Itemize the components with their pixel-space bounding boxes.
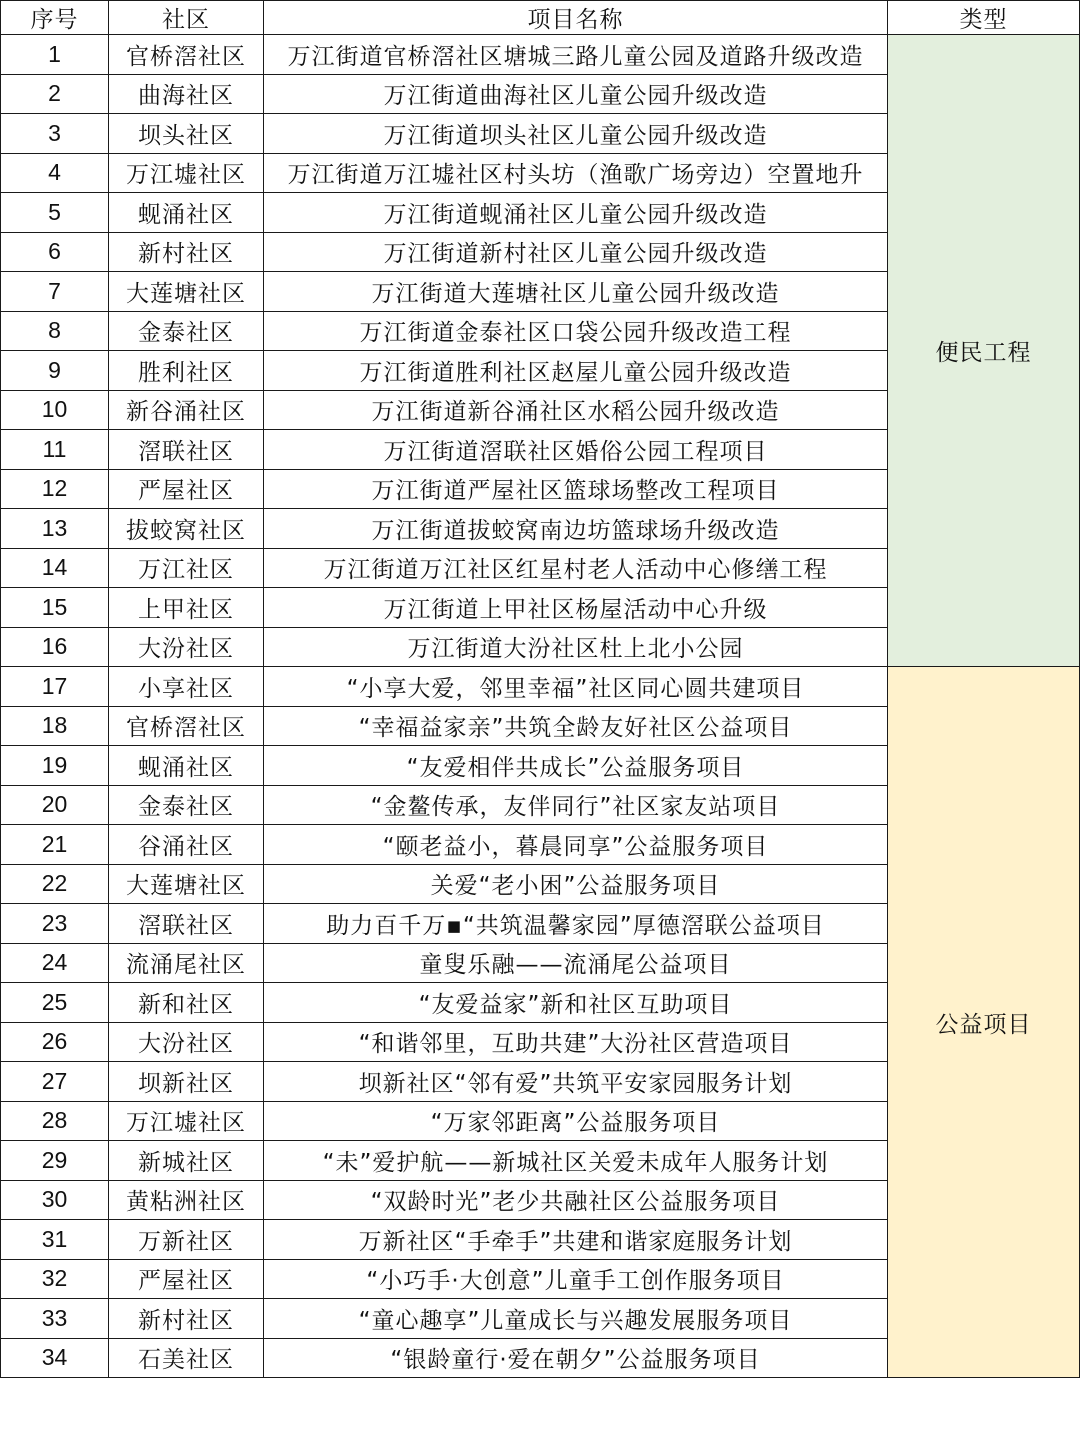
row-index-cell: 16 xyxy=(1,627,109,667)
row-index-cell: 22 xyxy=(1,864,109,904)
row-index-cell: 10 xyxy=(1,390,109,430)
row-index-cell: 34 xyxy=(1,1338,109,1378)
project-name-cell: “银龄童行·爱在朝夕”公益服务项目 xyxy=(264,1338,888,1378)
project-name-cell: 万江街道曲海社区儿童公园升级改造 xyxy=(264,74,888,114)
project-name-cell: 万江街道大莲塘社区儿童公园升级改造 xyxy=(264,272,888,312)
row-index-cell: 13 xyxy=(1,509,109,549)
community-cell: 新城社区 xyxy=(109,1141,264,1181)
community-cell: 新谷涌社区 xyxy=(109,390,264,430)
community-cell: 蚬涌社区 xyxy=(109,746,264,786)
project-name-cell: “颐老益小，暮晨同享”公益服务项目 xyxy=(264,825,888,865)
project-name-cell: 坝新社区“邻有爱”共筑平安家园服务计划 xyxy=(264,1062,888,1102)
community-cell: 谷涌社区 xyxy=(109,825,264,865)
community-cell: 坝头社区 xyxy=(109,114,264,154)
project-name-cell: 童叟乐融——流涌尾公益项目 xyxy=(264,943,888,983)
community-cell: 曲海社区 xyxy=(109,74,264,114)
type-group-cell: 公益项目 xyxy=(888,667,1080,1378)
project-name-cell: 万江街道蚬涌社区儿童公园升级改造 xyxy=(264,193,888,233)
row-index-cell: 30 xyxy=(1,1180,109,1220)
community-cell: 万新社区 xyxy=(109,1220,264,1260)
project-name-cell: 万江街道拔蛟窝南边坊篮球场升级改造 xyxy=(264,509,888,549)
project-name-cell: 万江街道金泰社区口袋公园升级改造工程 xyxy=(264,311,888,351)
project-name-cell: 万江街道坝头社区儿童公园升级改造 xyxy=(264,114,888,154)
community-cell: 万江社区 xyxy=(109,548,264,588)
project-name-cell: “小巧手·大创意”儿童手工创作服务项目 xyxy=(264,1259,888,1299)
project-name-cell: “友爱相伴共成长”公益服务项目 xyxy=(264,746,888,786)
community-cell: 流涌尾社区 xyxy=(109,943,264,983)
row-index-cell: 32 xyxy=(1,1259,109,1299)
project-name-cell: 万江街道万江墟社区村头坊（渔歌广场旁边）空置地升 xyxy=(264,153,888,193)
row-index-cell: 33 xyxy=(1,1299,109,1339)
header-row xyxy=(1,1,1080,35)
community-cell: 严屋社区 xyxy=(109,1259,264,1299)
community-cell: 大莲塘社区 xyxy=(109,272,264,312)
project-name-cell: “友爱益家”新和社区互助项目 xyxy=(264,983,888,1023)
project-name-cell: “童心趣享”儿童成长与兴趣发展服务项目 xyxy=(264,1299,888,1339)
row-index-cell: 31 xyxy=(1,1220,109,1260)
community-cell: 万江墟社区 xyxy=(109,153,264,193)
project-name-cell: 关爱“老小困”公益服务项目 xyxy=(264,864,888,904)
project-name-cell: “万家邻距离”公益服务项目 xyxy=(264,1101,888,1141)
project-name-cell: 万江街道胜利社区赵屋儿童公园升级改造 xyxy=(264,351,888,391)
community-cell: 拔蛟窝社区 xyxy=(109,509,264,549)
community-cell: 金泰社区 xyxy=(109,311,264,351)
community-cell: 滘联社区 xyxy=(109,430,264,470)
community-cell: 蚬涌社区 xyxy=(109,193,264,233)
row-index-cell: 4 xyxy=(1,153,109,193)
project-name-cell: “小享大爱，邻里幸福”社区同心圆共建项目 xyxy=(264,667,888,707)
community-cell: 黄粘洲社区 xyxy=(109,1180,264,1220)
row-index-cell: 12 xyxy=(1,469,109,509)
row-index-cell: 27 xyxy=(1,1062,109,1102)
community-cell: 坝新社区 xyxy=(109,1062,264,1102)
row-index-cell: 6 xyxy=(1,232,109,272)
row-index-cell: 8 xyxy=(1,311,109,351)
row-index-cell: 17 xyxy=(1,667,109,707)
row-index-cell: 29 xyxy=(1,1141,109,1181)
community-cell: 大莲塘社区 xyxy=(109,864,264,904)
row-index-cell: 24 xyxy=(1,943,109,983)
project-name-cell: 万江街道严屋社区篮球场整改工程项目 xyxy=(264,469,888,509)
header-project-name: 项目名称 xyxy=(264,1,888,35)
community-cell: 小享社区 xyxy=(109,667,264,707)
community-cell: 大汾社区 xyxy=(109,1022,264,1062)
header-type: 类型 xyxy=(888,1,1080,35)
row-index-cell: 23 xyxy=(1,904,109,944)
community-cell: 上甲社区 xyxy=(109,588,264,628)
project-name-cell: 万江街道大汾社区杜上北小公园 xyxy=(264,627,888,667)
row-index-cell: 21 xyxy=(1,825,109,865)
row-index-cell: 20 xyxy=(1,785,109,825)
community-cell: 官桥滘社区 xyxy=(109,35,264,75)
project-name-cell: “未”爱护航——新城社区关爱未成年人服务计划 xyxy=(264,1141,888,1181)
project-name-cell: “双龄时光”老少共融社区公益服务项目 xyxy=(264,1180,888,1220)
header-index: 序号 xyxy=(1,1,109,35)
row-index-cell: 28 xyxy=(1,1101,109,1141)
row-index-cell: 14 xyxy=(1,548,109,588)
header-community: 社区 xyxy=(109,1,264,35)
row-index-cell: 26 xyxy=(1,1022,109,1062)
project-name-cell: 助力百千万▪“共筑温馨家园”厚德滘联公益项目 xyxy=(264,904,888,944)
project-name-cell: “和谐邻里，互助共建”大汾社区营造项目 xyxy=(264,1022,888,1062)
community-cell: 胜利社区 xyxy=(109,351,264,391)
project-name-cell: 万江街道官桥滘社区塘城三路儿童公园及道路升级改造 xyxy=(264,35,888,75)
project-name-cell: 万江街道上甲社区杨屋活动中心升级 xyxy=(264,588,888,628)
row-index-cell: 19 xyxy=(1,746,109,786)
table-row xyxy=(1,35,1080,75)
row-index-cell: 5 xyxy=(1,193,109,233)
community-cell: 金泰社区 xyxy=(109,785,264,825)
community-cell: 滘联社区 xyxy=(109,904,264,944)
row-index-cell: 2 xyxy=(1,74,109,114)
row-index-cell: 1 xyxy=(1,35,109,75)
project-name-cell: 万江街道万江社区红星村老人活动中心修缮工程 xyxy=(264,548,888,588)
type-group-cell: 便民工程 xyxy=(888,35,1080,667)
row-index-cell: 7 xyxy=(1,272,109,312)
community-cell: 新和社区 xyxy=(109,983,264,1023)
project-name-cell: “金鳌传承，友伴同行”社区家友站项目 xyxy=(264,785,888,825)
table-row xyxy=(1,667,1080,707)
row-index-cell: 3 xyxy=(1,114,109,154)
community-cell: 官桥滘社区 xyxy=(109,706,264,746)
community-cell: 万江墟社区 xyxy=(109,1101,264,1141)
community-cell: 严屋社区 xyxy=(109,469,264,509)
row-index-cell: 25 xyxy=(1,983,109,1023)
community-cell: 新村社区 xyxy=(109,232,264,272)
table-body xyxy=(1,35,1080,1378)
row-index-cell: 9 xyxy=(1,351,109,391)
project-name-cell: 万江街道滘联社区婚俗公园工程项目 xyxy=(264,430,888,470)
project-name-cell: 万江街道新村社区儿童公园升级改造 xyxy=(264,232,888,272)
community-cell: 大汾社区 xyxy=(109,627,264,667)
row-index-cell: 11 xyxy=(1,430,109,470)
project-name-cell: “幸福益家亲”共筑全龄友好社区公益项目 xyxy=(264,706,888,746)
community-cell: 新村社区 xyxy=(109,1299,264,1339)
row-index-cell: 18 xyxy=(1,706,109,746)
project-name-cell: 万江街道新谷涌社区水稻公园升级改造 xyxy=(264,390,888,430)
project-name-cell: 万新社区“手牵手”共建和谐家庭服务计划 xyxy=(264,1220,888,1260)
community-cell: 石美社区 xyxy=(109,1338,264,1378)
row-index-cell: 15 xyxy=(1,588,109,628)
